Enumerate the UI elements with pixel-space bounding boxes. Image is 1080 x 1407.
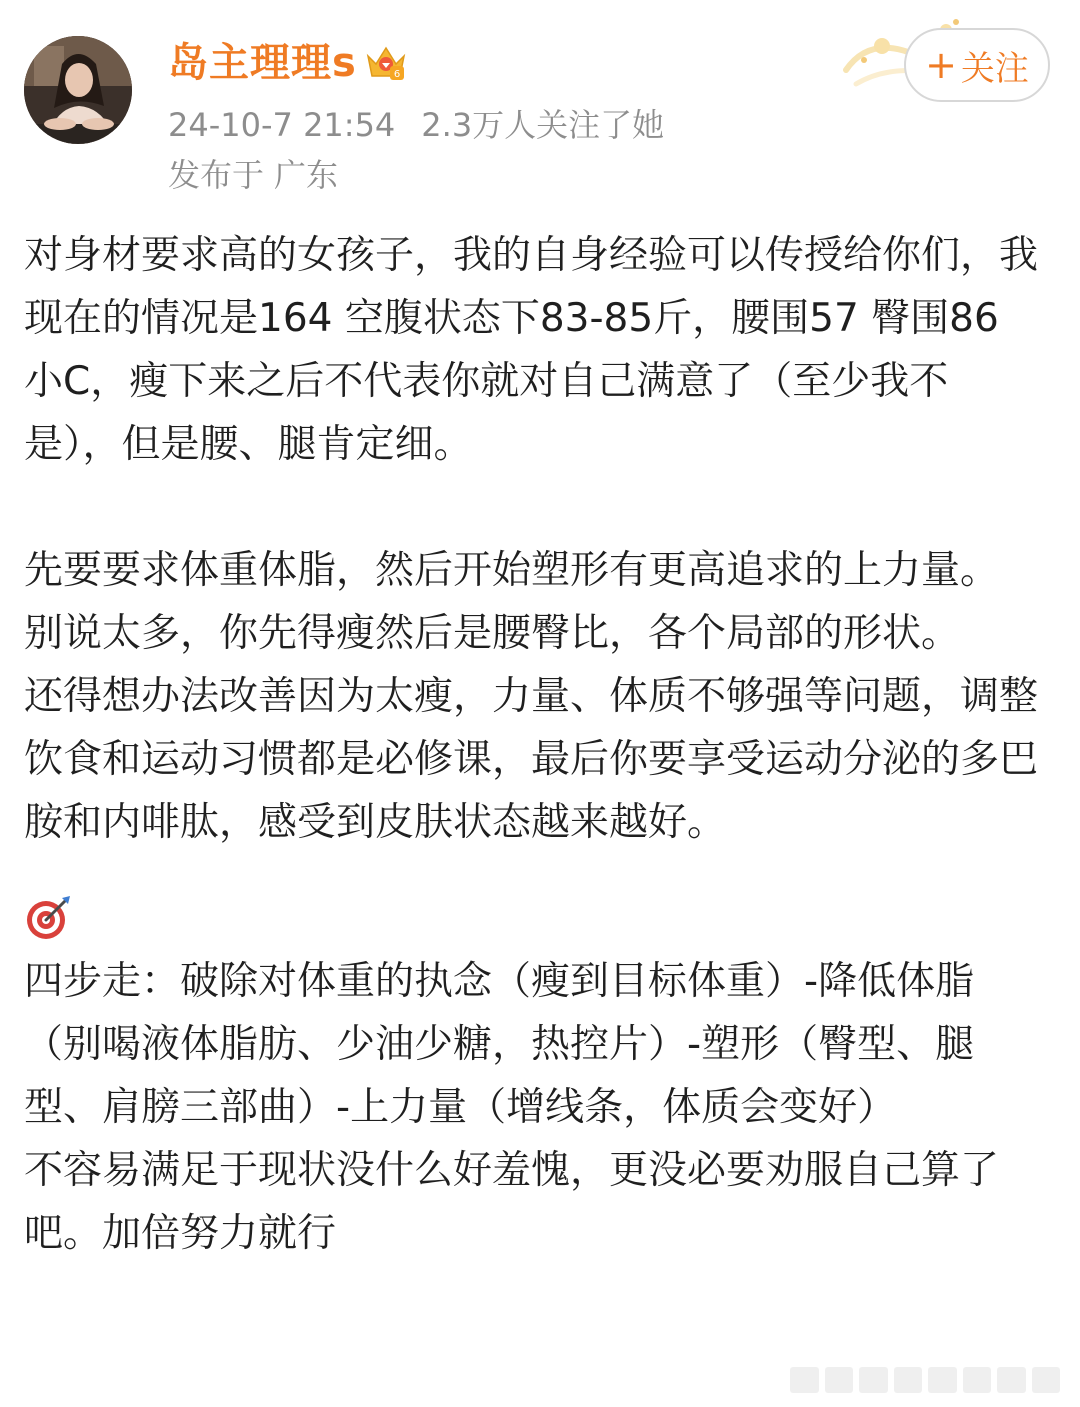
post-paragraph-1: 对身材要求高的女孩子，我的自身经验可以传授给你们，我现在的情况是164 空腹状态下83-85斤，腰围57 臀围86 小C，瘦下来之后不代表你就对自己满意了（至少我不是），但是腰、腿肯定细。: [24, 233, 1039, 467]
watermark-block: [997, 1367, 1026, 1393]
follower-count: 2.3万人关注了她: [421, 106, 665, 144]
author-name[interactable]: 岛主理理s: [168, 40, 357, 86]
watermark-block: [859, 1367, 888, 1393]
user-avatar[interactable]: [24, 36, 132, 144]
post-paragraph-6: 不容易满足于现状没什么好羞愧，更没必要劝服自己算了吧。加倍努力就行: [24, 1148, 1000, 1256]
post-paragraph-3: 别说太多，你先得瘦然后是腰臀比，各个局部的形状。: [24, 611, 961, 656]
post-content: [24, 224, 1044, 1265]
post-timestamp: 24-10-7 21:54: [168, 106, 396, 144]
watermark-block: [1032, 1367, 1061, 1393]
watermark-block: [825, 1367, 854, 1393]
paragraph-spacer: [24, 476, 1044, 539]
vip-crown-icon: [364, 42, 408, 82]
plus-icon: +: [925, 43, 957, 87]
watermark-block: [928, 1367, 957, 1393]
svg-text:6: 6: [393, 69, 401, 80]
watermark: [790, 1367, 1060, 1393]
location-value: 广东: [274, 156, 339, 194]
follow-button-label: 关注: [960, 48, 1029, 89]
follow-button[interactable]: [904, 28, 1050, 102]
post-paragraph-5: 四步走：破除对体重的执念（瘦到目标体重）-降低体脂（别喝液体脂肪、少油少糖，热控片）-塑形（臀型、腿型、肩膀三部曲）-上力量（增线条，体质会变好）: [24, 959, 975, 1130]
post-meta: [168, 104, 664, 146]
watermark-block: [894, 1367, 923, 1393]
post-paragraph-2: 先要要求体重体脂，然后开始塑形有更高追求的上力量。: [24, 548, 1000, 593]
avatar-image: [24, 36, 132, 144]
target-icon: [24, 894, 72, 942]
post-paragraph-4: 还得想办法改善因为太瘦，力量、体质不够强等问题，调整饮食和运动习惯都是必修课，最后你要享受运动分泌的多巴胺和内啡肽，感受到皮肤状态越来越好。: [24, 674, 1039, 845]
watermark-block: [963, 1367, 992, 1393]
post-header: [0, 0, 1080, 210]
location-prefix: 发布于: [168, 156, 265, 194]
paragraph-spacer: [24, 854, 1044, 894]
post-location: [168, 154, 338, 196]
watermark-block: [790, 1367, 819, 1393]
